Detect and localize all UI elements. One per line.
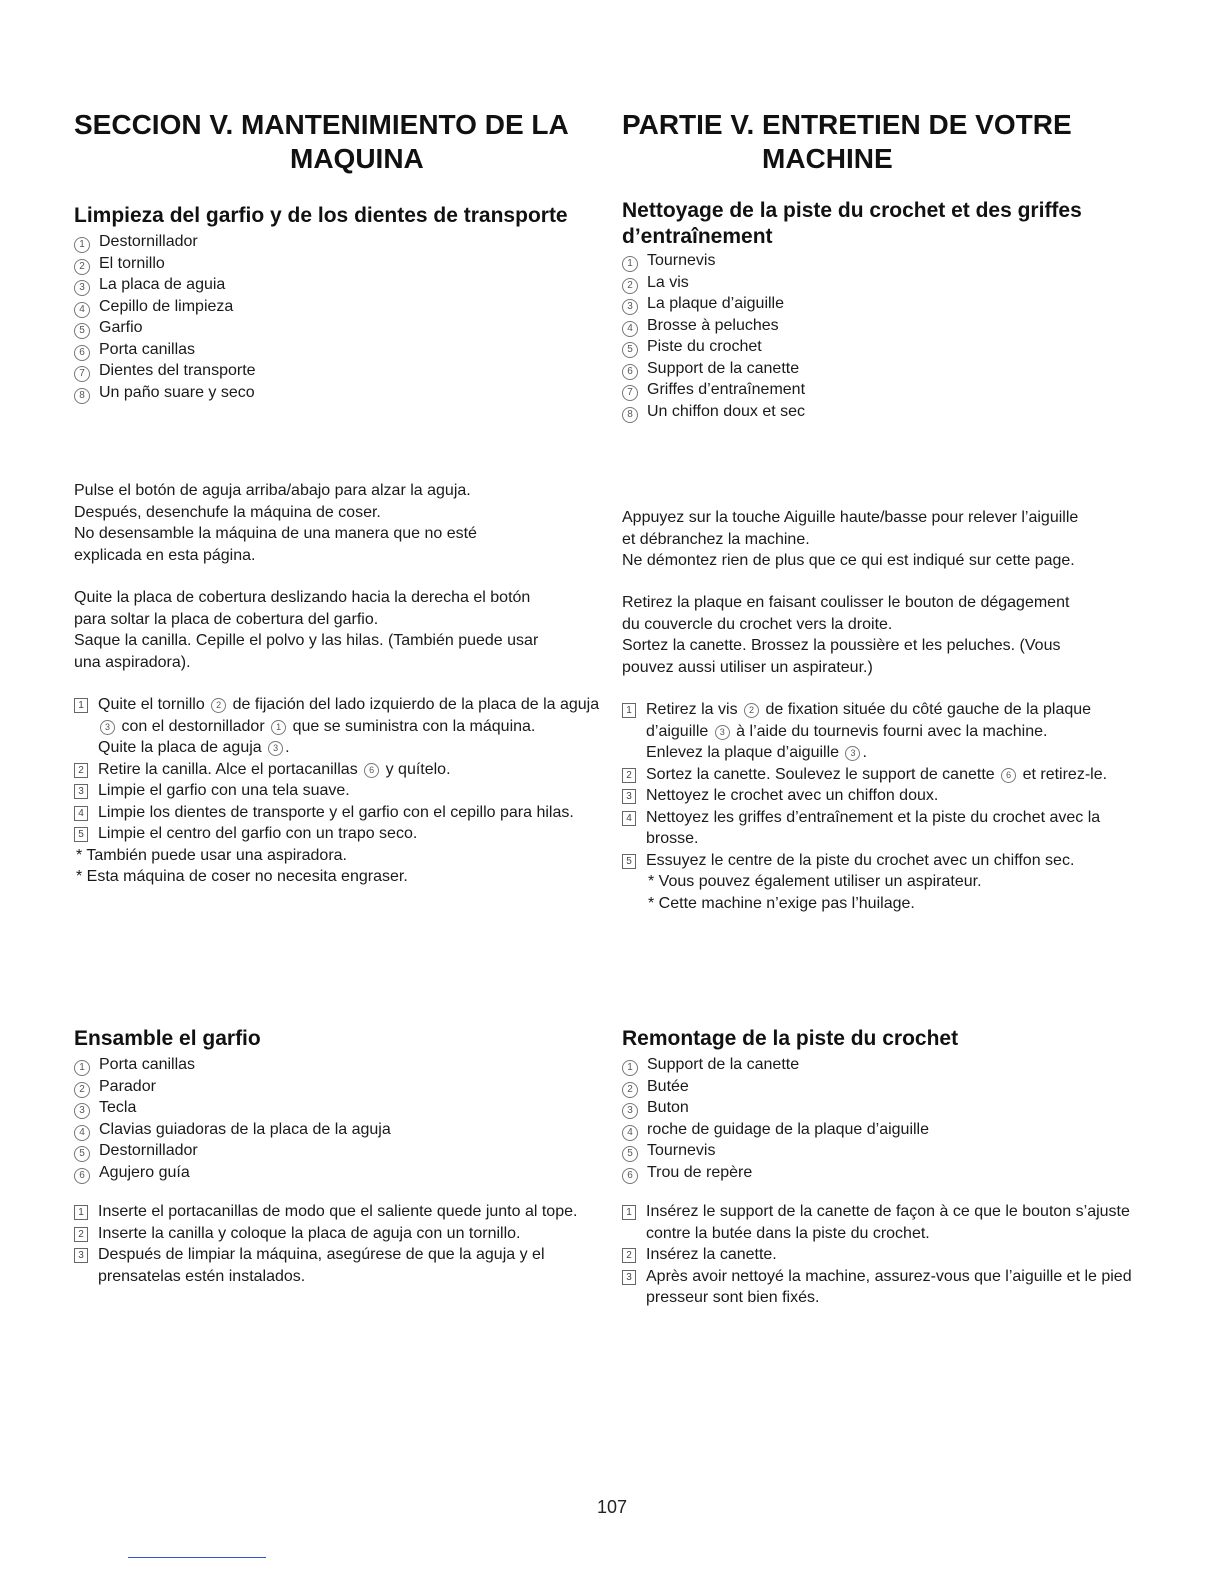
body-text: Quite la placa de cobertura deslizando hacia la derecha el botón para soltar la placa de cobertura del garfio. Saque la canilla. Cepille el polvo y las hilas. (También puede usar una aspiradora).	[74, 589, 539, 671]
page-number: 107	[596, 1497, 628, 1517]
list-item: 8 Un paño suare y seco	[74, 382, 604, 404]
step-item: 3 Después de limpiar la máquina, asegúrese de que la aguja y el prensatelas estén instalados.	[74, 1244, 604, 1287]
step-number-4: 4	[622, 811, 636, 826]
list-item: 3 Tecla	[74, 1097, 604, 1119]
circled-number-8: 8	[622, 407, 638, 423]
circled-number-3: 3	[845, 746, 860, 761]
list-item: 1 Support de la canette	[622, 1054, 1152, 1076]
circled-number-2: 2	[74, 1082, 90, 1098]
list-item: 6 Agujero guía	[74, 1162, 604, 1184]
step-item: 3 Nettoyez le crochet avec un chiffon doux.	[622, 785, 1152, 807]
circled-number-6: 6	[74, 1168, 90, 1184]
step-item: 1 Inserte el portacanillas de modo que el saliente quede junto al tope.	[74, 1201, 604, 1223]
circled-number-6: 6	[622, 364, 638, 380]
steps-list	[74, 694, 604, 845]
list-item: 4 Cepillo de limpieza	[74, 296, 604, 318]
list-item: 1 Porta canillas	[74, 1054, 604, 1076]
list-item: 3 Buton	[622, 1097, 1152, 1119]
step-number-1: 1	[74, 698, 88, 713]
list-item: 2 Butée	[622, 1076, 1152, 1098]
step-number-5: 5	[622, 854, 636, 869]
step-number-2: 2	[622, 1248, 636, 1263]
circled-number-3: 3	[100, 720, 115, 735]
section-heading: Nettoyage de la piste du crochet et des griffes d’entraînement	[622, 199, 1082, 248]
circled-number-3: 3	[622, 299, 638, 315]
list-item: 5 Piste du crochet	[622, 336, 1152, 358]
circled-number-1: 1	[74, 237, 90, 253]
footer-divider	[128, 1557, 266, 1558]
body-text: Retirez la plaque en faisant coulisser le bouton de dégagement du couvercle du crochet vers la droite. Sortez la canette. Brossez la poussière et les peluches. (Vous pouvez aussi utiliser un aspirateur.)	[622, 594, 1070, 676]
step-item: 4 Limpie los dientes de transporte y el garfio con el cepillo para hilas.	[74, 802, 604, 824]
step-item: 1 Insérez le support de la canette de façon à ce que le bouton s’ajuste contre la butée dans la piste du crochet.	[622, 1201, 1152, 1244]
list-item: 5 Tournevis	[622, 1140, 1152, 1162]
circled-number-5: 5	[622, 1146, 638, 1162]
step-item: 2 Inserte la canilla y coloque la placa de aguja con un tornillo.	[74, 1223, 604, 1245]
note: * Vous pouvez également utiliser un aspirateur.	[648, 873, 982, 890]
step-number-3: 3	[74, 1248, 88, 1263]
circled-number-4: 4	[74, 1125, 90, 1141]
circled-number-1: 1	[622, 1060, 638, 1076]
circled-number-3: 3	[715, 725, 730, 740]
section-heading: Limpieza del garfio y de los dientes de transporte	[74, 204, 568, 227]
page-title-es	[74, 108, 604, 176]
circled-number-2: 2	[74, 259, 90, 275]
list-item: 4 Brosse à peluches	[622, 315, 1152, 337]
intro-paragraph-es	[74, 480, 604, 566]
step-number-5: 5	[74, 827, 88, 842]
steps-list	[74, 1201, 604, 1287]
cleaning-steps-fr	[622, 699, 1152, 914]
list-item: 2 El tornillo	[74, 253, 604, 275]
circled-number-3: 3	[74, 1103, 90, 1119]
step-item: 1 Quite el tornillo 2 de fijación del lado izquierdo de la placa de la aguja 3 con el destornillador 1 que se suministra con la máquina. Quite la placa de aguja 3 .	[74, 694, 604, 759]
cover-paragraph-fr	[622, 592, 1152, 678]
circled-number-3: 3	[74, 280, 90, 296]
title-line-1: SECCION V. MANTENIMIENTO DE LA	[74, 109, 569, 140]
cover-paragraph-es	[74, 587, 604, 673]
list-item: 1 Tournevis	[622, 250, 1152, 272]
circled-number-5: 5	[74, 323, 90, 339]
step-item: 4 Nettoyez les griffes d’entraînement et la piste du crochet avec la brosse.	[622, 807, 1152, 850]
circled-number-7: 7	[74, 366, 90, 382]
parts-list	[622, 250, 1152, 422]
step-item: 2 Sortez la canette. Soulevez le support de canette 6 et retirez-le.	[622, 764, 1152, 786]
body-text: Pulse el botón de aguja arriba/abajo para alzar la aguja. Después, desenchufe la máquina de coser. No desensamble la máquina de una manera que no esté explicada en esta página.	[74, 482, 477, 564]
step-number-2: 2	[74, 763, 88, 778]
steps-list	[622, 699, 1152, 871]
section-heading: Remontage de la piste du crochet	[622, 1027, 959, 1050]
circled-number-5: 5	[74, 1146, 90, 1162]
list-item: 7 Dientes del transporte	[74, 360, 604, 382]
section-cleaning-es	[74, 203, 604, 403]
step-number-1: 1	[622, 703, 636, 718]
list-item: 2 Parador	[74, 1076, 604, 1098]
circled-number-1: 1	[74, 1060, 90, 1076]
circled-number-6: 6	[622, 1168, 638, 1184]
circled-number-7: 7	[622, 385, 638, 401]
list-item: 3 La plaque d’aiguille	[622, 293, 1152, 315]
parts-list	[622, 1054, 1152, 1183]
circled-number-6: 6	[1001, 768, 1016, 783]
title-line-2: MAQUINA	[290, 143, 424, 174]
section-assembly-es	[74, 1026, 604, 1287]
note: * Cette machine n’exige pas l’huilage.	[648, 894, 915, 912]
list-item: 4 roche de guidage de la plaque d’aiguille	[622, 1119, 1152, 1141]
step-item: 5 Essuyez le centre de la piste du crochet avec un chiffon sec.	[622, 850, 1152, 872]
circled-number-6: 6	[364, 763, 379, 778]
step-number-3: 3	[622, 1270, 636, 1285]
step-number-1: 1	[74, 1205, 88, 1220]
section-heading: Ensamble el garfio	[74, 1027, 261, 1050]
step-item: 2 Insérez la canette.	[622, 1244, 1152, 1266]
circled-number-2: 2	[211, 698, 226, 713]
circled-number-8: 8	[74, 388, 90, 404]
note: * Esta máquina de coser no necesita engraser.	[76, 868, 408, 885]
section-assembly-fr	[622, 1026, 1152, 1309]
body-text: Appuyez sur la touche Aiguille haute/basse pour relever l’aiguille et débranchez la machine. Ne démontez rien de plus que ce qui est indiqué sur cette page.	[622, 509, 1079, 569]
circled-number-4: 4	[74, 302, 90, 318]
circled-number-2: 2	[622, 1082, 638, 1098]
cleaning-steps-es	[74, 694, 604, 888]
note: * También puede usar una aspiradora.	[76, 846, 347, 864]
circled-number-3: 3	[622, 1103, 638, 1119]
page-title-fr	[622, 108, 1152, 176]
section-cleaning-fr	[622, 198, 1152, 422]
list-item: 6 Porta canillas	[74, 339, 604, 361]
step-item: 3 Après avoir nettoyé la machine, assurez-vous que l’aiguille et le pied presseur sont bien fixés.	[622, 1266, 1152, 1309]
step-number-4: 4	[74, 806, 88, 821]
circled-number-4: 4	[622, 321, 638, 337]
list-item: 1 Destornillador	[74, 231, 604, 253]
step-number-3: 3	[622, 789, 636, 804]
list-item: 3 La placa de aguia	[74, 274, 604, 296]
circled-number-4: 4	[622, 1125, 638, 1141]
parts-list	[74, 1054, 604, 1183]
list-item: 7 Griffes d’entraînement	[622, 379, 1152, 401]
intro-paragraph-fr	[622, 507, 1152, 572]
step-item: 5 Limpie el centro del garfio con un trapo seco.	[74, 823, 604, 845]
circled-number-1: 1	[271, 720, 286, 735]
circled-number-2: 2	[622, 278, 638, 294]
circled-number-2: 2	[744, 703, 759, 718]
circled-number-1: 1	[622, 256, 638, 272]
circled-number-6: 6	[74, 345, 90, 361]
step-number-2: 2	[74, 1227, 88, 1242]
title-line-2: MACHINE	[762, 143, 893, 174]
circled-number-5: 5	[622, 342, 638, 358]
parts-list	[74, 231, 604, 403]
step-item: 1 Retirez la vis 2 de fixation située du côté gauche de la plaque d’aiguille 3 à l’aide du tournevis fourni avec la machine. Enlevez la plaque d’aiguille 3 .	[622, 699, 1152, 764]
step-number-2: 2	[622, 768, 636, 783]
step-number-1: 1	[622, 1205, 636, 1220]
step-item: 3 Limpie el garfio con una tela suave.	[74, 780, 604, 802]
list-item: 5 Destornillador	[74, 1140, 604, 1162]
list-item: 6 Support de la canette	[622, 358, 1152, 380]
list-item: 5 Garfio	[74, 317, 604, 339]
list-item: 4 Clavias guiadoras de la placa de la aguja	[74, 1119, 604, 1141]
list-item: 8 Un chiffon doux et sec	[622, 401, 1152, 423]
list-item: 2 La vis	[622, 272, 1152, 294]
step-number-3: 3	[74, 784, 88, 799]
title-line-1: PARTIE V. ENTRETIEN DE VOTRE	[622, 109, 1072, 140]
steps-list	[622, 1201, 1152, 1309]
list-item: 6 Trou de repère	[622, 1162, 1152, 1184]
circled-number-3: 3	[268, 741, 283, 756]
step-item: 2 Retire la canilla. Alce el portacanillas 6 y quítelo.	[74, 759, 604, 781]
